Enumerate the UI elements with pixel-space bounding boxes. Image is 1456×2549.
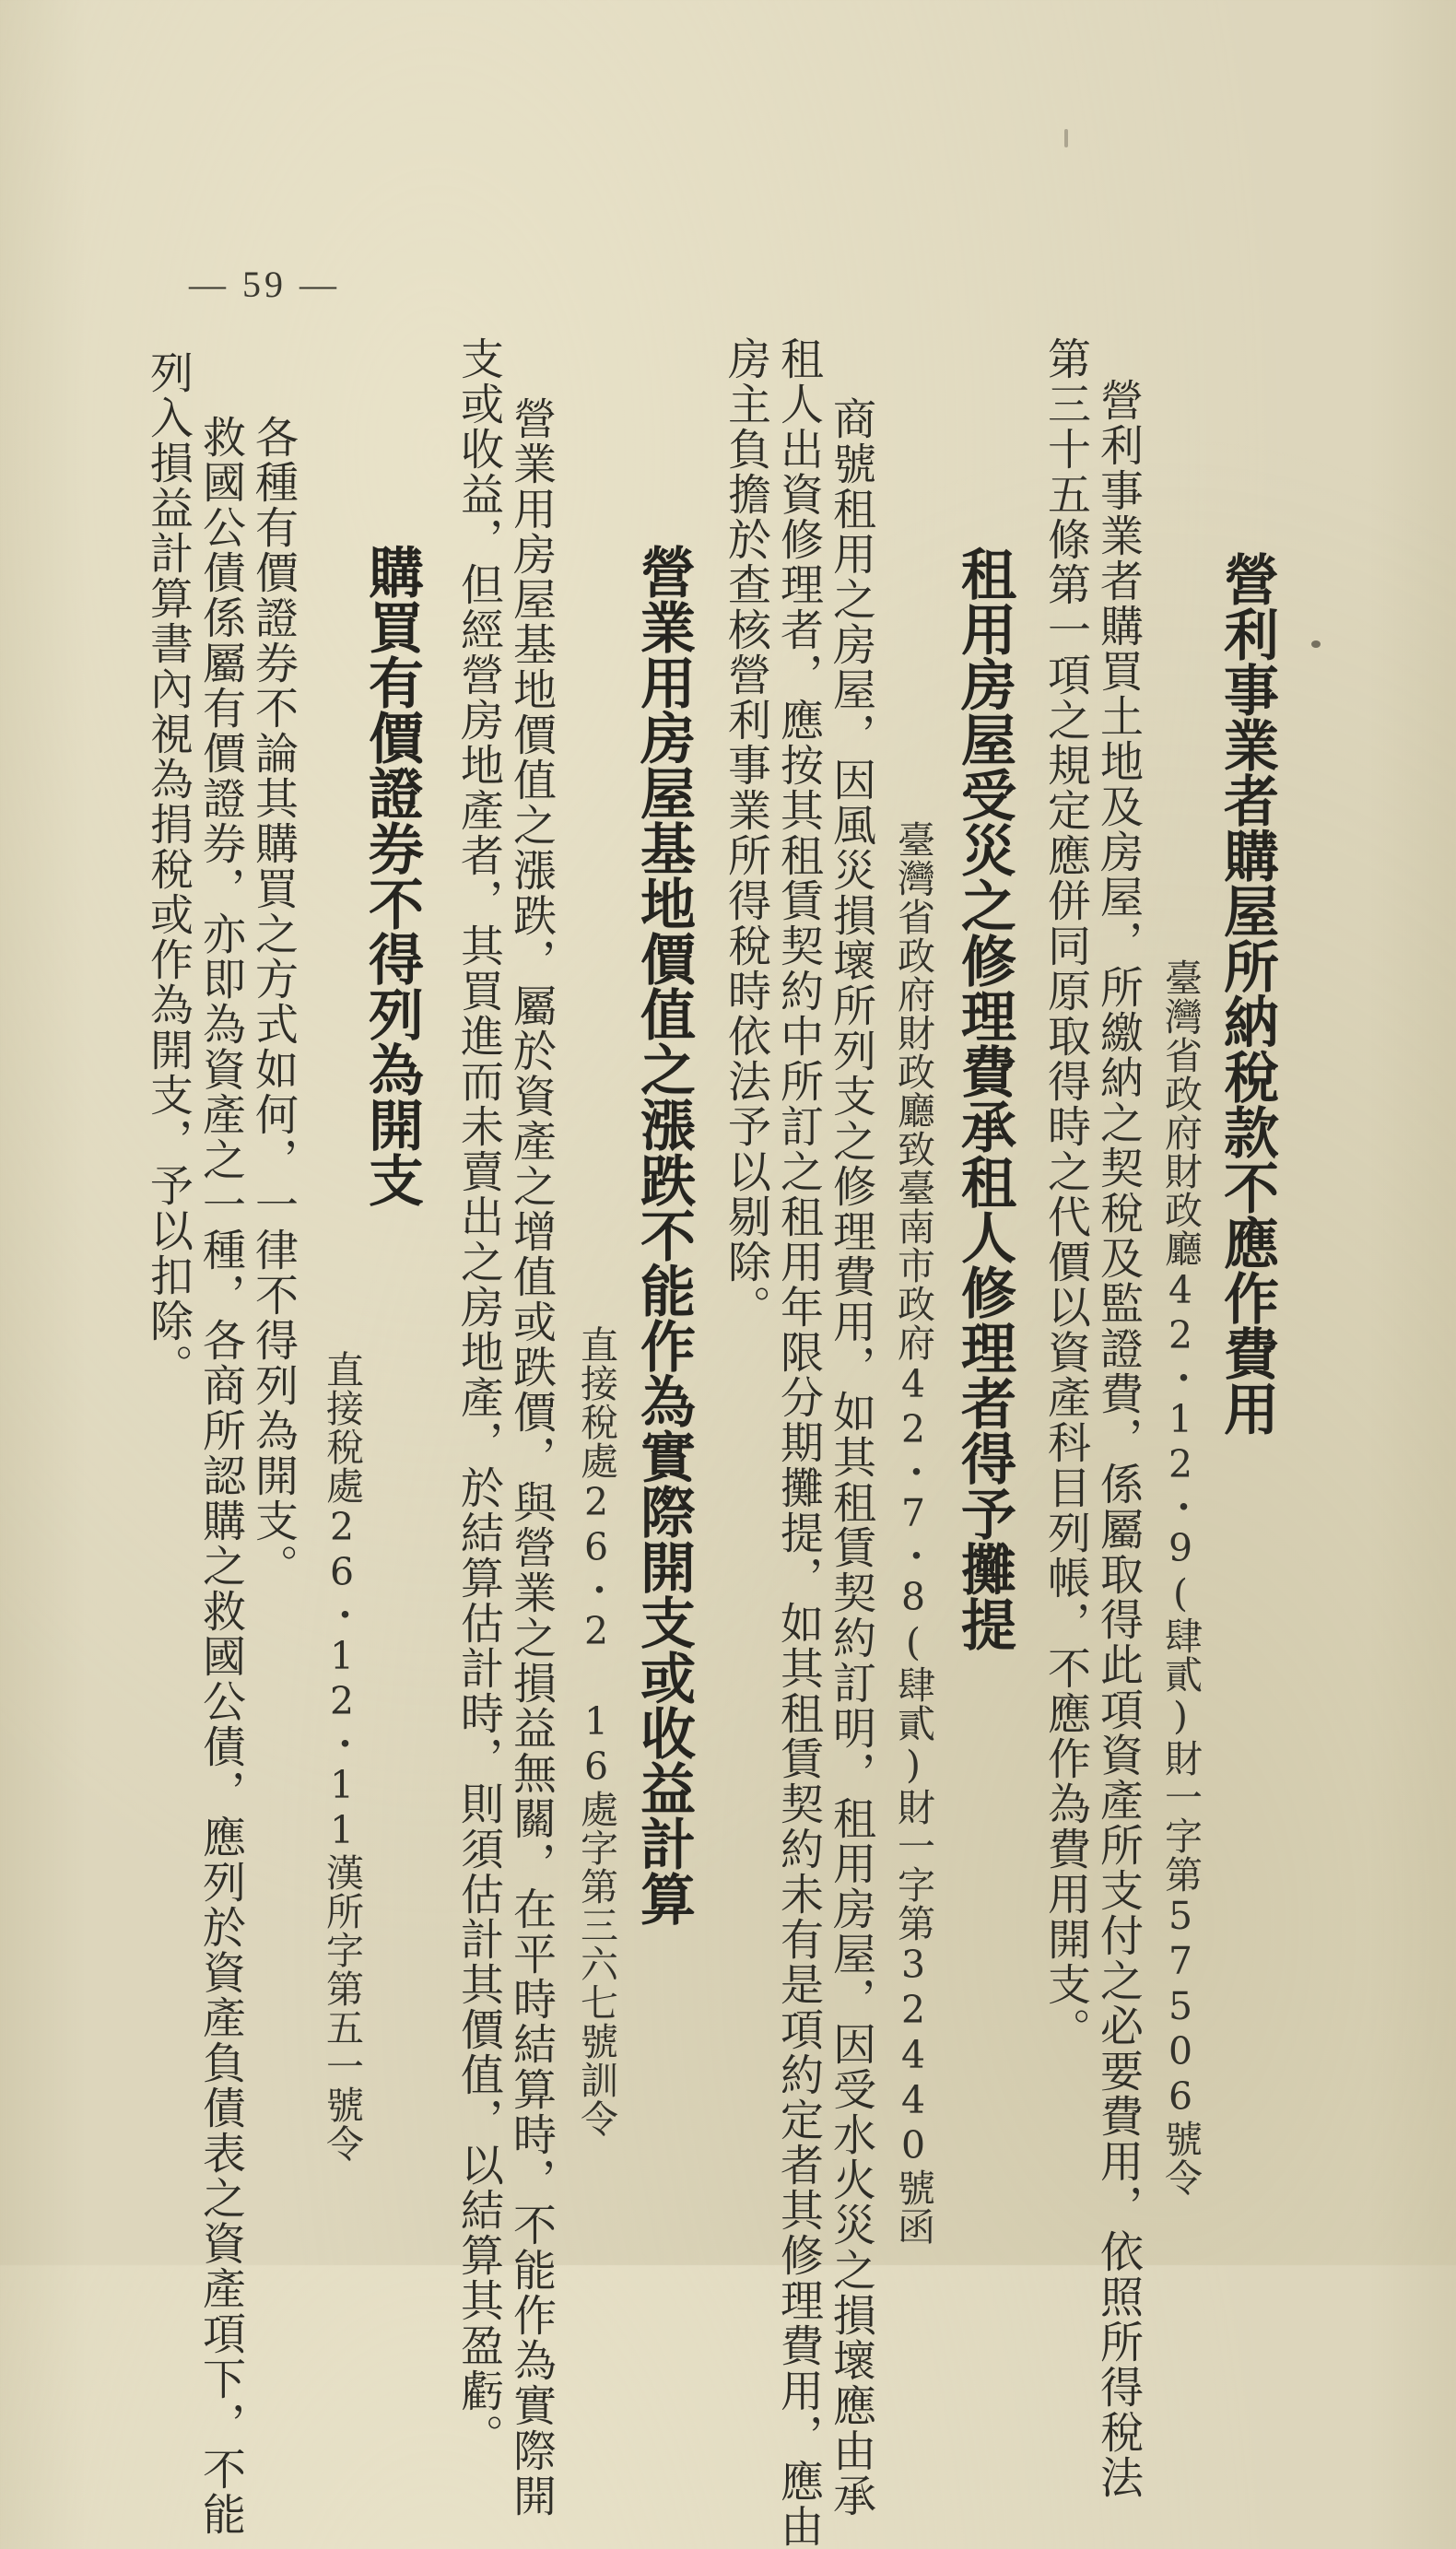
section-source: 臺灣省政府財政廳42・12・9(肆貳)財一字第57506號令: [1158, 958, 1203, 2197]
paragraph-line: 各種有價證券不論其購買之方式如何，一律不得列為開支。: [248, 415, 299, 1589]
page-number: — 59 —: [189, 264, 340, 305]
paragraph-line: 列入損益計算書內視為捐稅或作為開支，予以扣除。: [143, 350, 194, 1389]
paper-speck: [1311, 640, 1321, 648]
paper-speck: [1064, 129, 1068, 147]
paragraph-line: 第三十五條第一項之規定應併同原取得時之代價以資產科目列帳，不應作為費用開支。: [1040, 336, 1091, 2052]
section-source: 臺灣省政府財政廳致臺南市政府42・7・8(肆貳)財一字第32440號函: [891, 820, 935, 2246]
paragraph-line: 商號租用之房屋，因風災損壞所列支之修理費用，如其租賃契約訂明，租用房屋，因受水火災之損壞應由承: [826, 396, 876, 2519]
paragraph-line: 租人出資修理者，應按其租賃契約中所訂之租用年限分期攤提，如其租賃契約未有是項約定者其修理費用，應由: [773, 336, 824, 2549]
section-title: 購買有價證券不得列為開支: [359, 544, 424, 1207]
section-title: 租用房屋受災之修理費承租人修理者得予攤提: [952, 546, 1016, 1651]
paragraph-line: 營利事業者購買土地及房屋，所繳納之契稅及監證費，係屬取得此項資產所支付之必要費用，依照所得稅法: [1093, 378, 1144, 2500]
paragraph-line: 營業用房屋基地價值之漲跌，屬於資產之增值或跌價，與營業之損益無關，在平時結算時，不能作為實際開: [506, 396, 557, 2519]
paragraph-line: 救國公債係屬有價證券，亦即為資產之一種，各商所認購之救國公債，應列於資產負債表之資產項下，不能: [195, 415, 246, 2537]
paragraph-line: 房主負擔於查核營利事業所得稅時依法予以剔除。: [721, 336, 771, 1330]
paragraph-line: 支或收益，但經營房地產者，其買進而未賣出之房地產，於結算估計時，則須估計其價值，以結算其盈虧。: [453, 336, 504, 2459]
section-title: 營業用房屋基地價值之漲跌不能作為實際開支或收益計算: [631, 544, 696, 1926]
section-source: 直接稅處26・12・11漢所字第五一號令: [320, 1350, 364, 2163]
section-title: 營利事業者購屋所納稅款不應作費用: [1215, 551, 1279, 1436]
section-source: 直接稅處26・2 16處字第三六七號訓令: [574, 1325, 618, 2138]
